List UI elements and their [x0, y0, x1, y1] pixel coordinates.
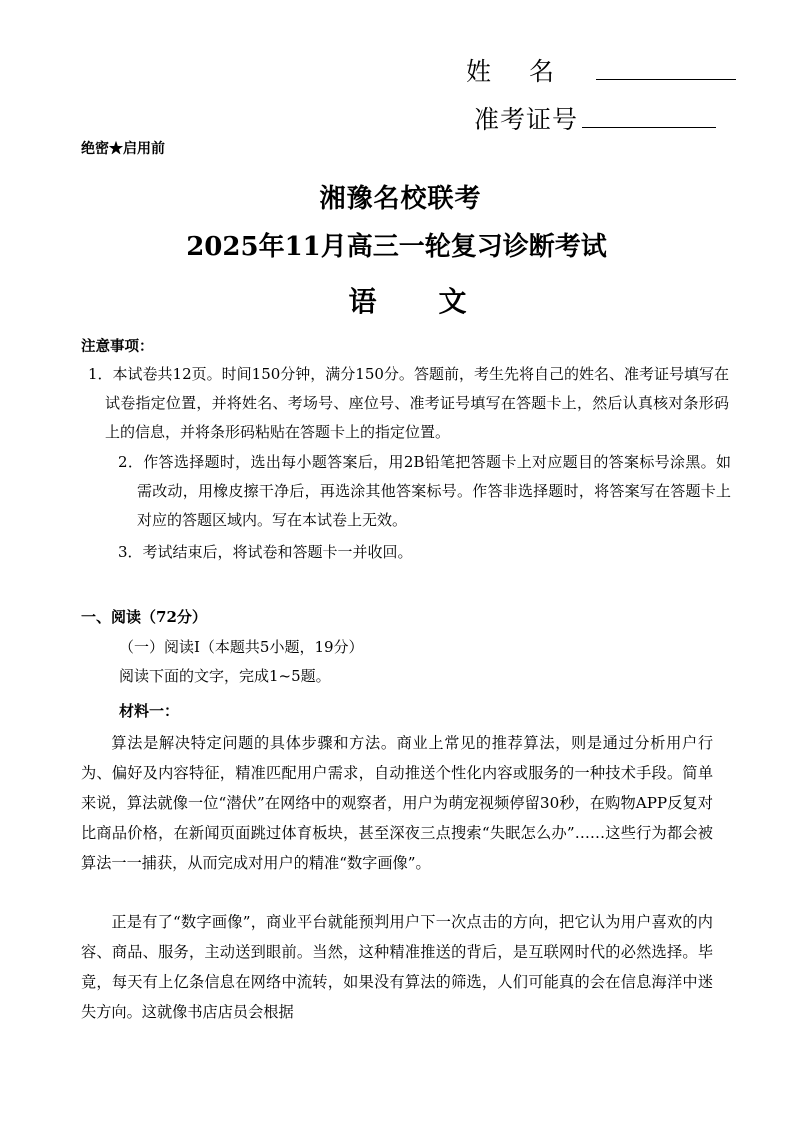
material-label: 材料一： [119, 702, 180, 720]
exam-name-title: 2025年11月高三一轮复习诊断考试 [186, 232, 607, 262]
notice-heading: 注意事项： [81, 338, 154, 355]
confidential-mark: 绝密★启用前 [81, 141, 165, 157]
material-paragraph-1: 算法是解决特定问题的具体步骤和方法。商业上常见的推荐算法，则是通过分析用户行为、偏好及内容特征，精准匹配用户需求，自动推送个性化内容或服务的一种技术手段。简单来说，算法就像一位“潜伏”在网络中的观察者，用户为萌宠视频停留30秒，在购物APP反复对比商品价格，在新闻页面跳过体育板块，甚至深夜三点搜索“失眠怎么办”……这些行为都会被算法一一捕获，从而完成对用户的精准“数字画像”。 [81, 734, 713, 872]
exam-id-blank-line[interactable] [582, 103, 716, 128]
section-subheading: （一）阅读I（本题共5小题，19分） [119, 638, 364, 656]
exam-id-label: 准考证号 [474, 105, 579, 134]
reading-instruction: 阅读下面的文字，完成1~5题。 [119, 667, 331, 685]
section-heading: 一、阅读（72分） [81, 608, 207, 626]
name-field [466, 52, 736, 88]
name-label: 姓名 [466, 57, 593, 86]
exam-organizer-title: 湘豫名校联考 [319, 184, 482, 214]
material-paragraph-2: 正是有了“数字画像”，商业平台就能预判用户下一次点击的方向，把它认为用户喜欢的内容、商品、服务，主动送到眼前。当然，这种精准推送的背后，是互联网时代的必然选择。毕竟，每天有上亿条信息在网络中流转，如果没有算法的筛选，人们可能真的会在信息海洋中迷失方向。这就像书店店员会根据 [81, 913, 713, 1021]
notice-item-3: 3．考试结束后，将试卷和答题卡一并收回。 [118, 543, 413, 561]
notice-item-1: 1．本试卷共12页。时间150分钟，满分150分。答题前，考生先将自己的姓名、准考证号填写在试卷指定位置，并将姓名、考场号、座位号、准考证号填写在答题卡上，然后认真核对条形码上的信息，并将条形码粘贴在答题卡上的指定位置。 [88, 365, 729, 441]
notice-item-2: 2．作答选择题时，选出每小题答案后，用2B铅笔把答题卡上对应题目的答案标号涂黑。如需改动，用橡皮擦干净后，再选涂其他答案标号。作答非选择题时，将答案写在答题卡上对应的答题区域内。写在本试卷上无效。 [118, 453, 731, 529]
exam-id-field [474, 100, 716, 136]
subject-title: 语文 [348, 285, 529, 318]
name-blank-line[interactable] [596, 55, 736, 80]
